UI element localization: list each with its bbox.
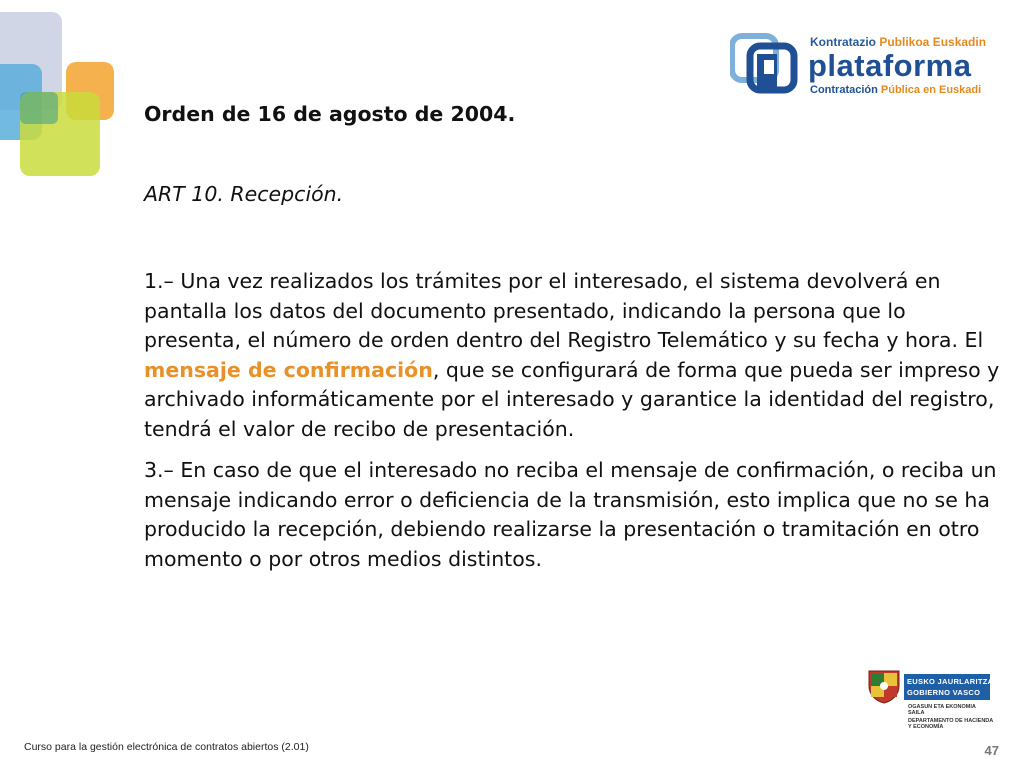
gov-dept-basque-1: OGASUN ETA EKONOMIA	[908, 704, 976, 710]
gov-name-spanish: GOBIERNO VASCO	[907, 688, 981, 697]
paragraph-1	[144, 267, 1004, 444]
logo-tagline-spanish-b: Pública en Euskadi	[880, 84, 982, 96]
plataforma-logo	[730, 30, 987, 98]
article-heading: ART 10. Recepción.	[144, 181, 344, 206]
logo-wordmark: plataforma	[808, 48, 972, 83]
page-number: 47	[984, 743, 999, 758]
paragraph-1-start: 1.– Una vez realizados los trámites por el interesado, el sistema devolverá en pantalla los datos del documento presentado, indicando la persona que lo presenta, el número de orden dentro del Registro Telemático y su fecha y hora. El	[144, 269, 984, 352]
gobierno-vasco-logo	[866, 668, 996, 730]
highlight-mensaje-confirmacion: mensaje de confirmación	[144, 357, 433, 382]
footer-course-title: Curso para la gestión electrónica de contratos abiertos (2.01)	[24, 741, 309, 753]
decorative-square-overlap	[20, 92, 58, 124]
paragraph-3: 3.– En caso de que el interesado no reciba el mensaje de confirmación, o reciba un mensaje indicando error o deficiencia de la transmisión, esto implica que no se ha producido la recepción, debiendo realizarse la presentación o tramitación en otro momento o por otros medios distintos.	[144, 458, 997, 571]
logo-tagline-spanish-a: Contratación	[810, 84, 878, 96]
logo-tagline-spanish	[810, 84, 981, 96]
gov-name-basque: EUSKO JAURLARITZA	[907, 677, 994, 686]
logo-tagline-basque-a: Kontratazio	[810, 35, 876, 49]
plataforma-logo-icon	[730, 32, 800, 94]
gov-dept-spanish-2: Y ECONOMÍA	[908, 724, 944, 730]
logo-tagline-basque	[810, 35, 986, 49]
logo-tagline-basque-b: Publikoa Euskadin	[879, 35, 987, 49]
coat-of-arms-icon	[866, 668, 902, 704]
gov-dept-basque-2: SAILA	[908, 710, 925, 716]
gov-dept-spanish	[908, 718, 993, 730]
slide-title: Orden de 16 de agosto de 2004.	[144, 102, 516, 126]
paragraph-1-end: , que se configurará de forma que pueda ser impreso y archivado informáticamente por el interesado y garantice la identidad del registro, tendrá el valor de recibo de presentación.	[144, 357, 1000, 441]
gov-dept-basque	[908, 704, 976, 716]
slide-content	[144, 100, 1004, 574]
gov-dept-spanish-1: DEPARTAMENTO DE HACIENDA	[908, 718, 994, 724]
